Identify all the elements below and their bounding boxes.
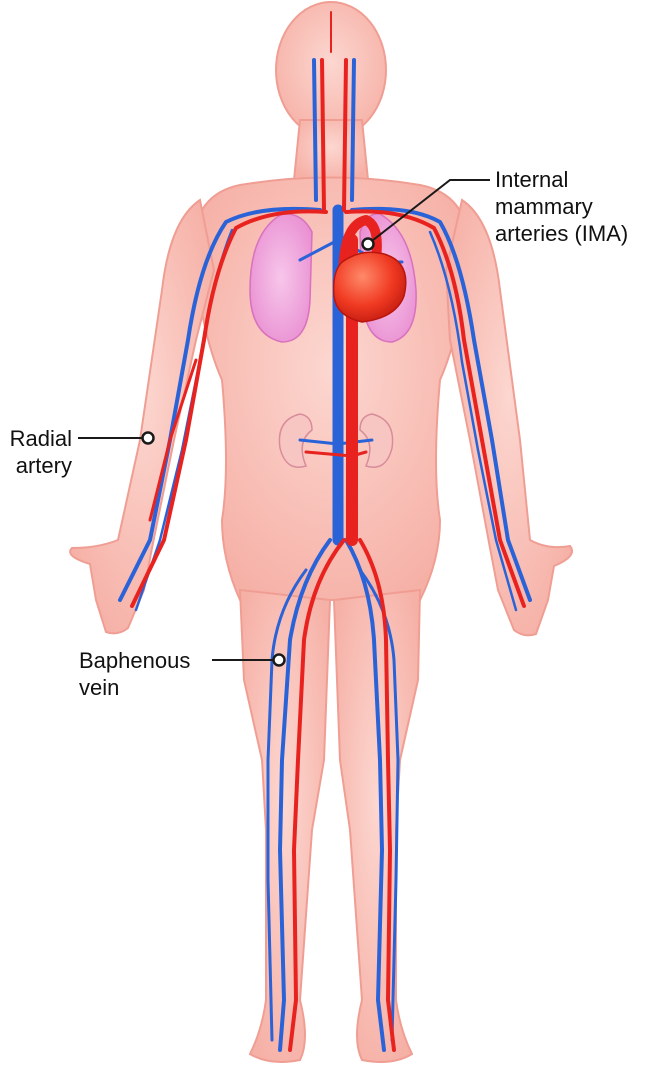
saphenous-point (274, 655, 285, 666)
label-radial-artery (0, 425, 72, 479)
torso (194, 178, 468, 601)
neck (294, 120, 368, 180)
label-ima-line3: arteries (IMA) (495, 221, 629, 246)
ima-point (363, 239, 374, 250)
label-internal-mammary-arteries (495, 166, 628, 247)
label-saphenous-vein (79, 647, 190, 701)
label-radial-line1: Radial (9, 426, 72, 451)
label-saphenous-line1: Baphenous (79, 648, 191, 673)
label-radial-line2: artery (15, 453, 72, 478)
label-ima-line1: Internal (495, 167, 569, 192)
label-saphenous-line2: vein (79, 675, 120, 700)
radial-point (143, 433, 154, 444)
left-arm (70, 200, 214, 633)
label-ima-line2: mammary (495, 194, 593, 219)
